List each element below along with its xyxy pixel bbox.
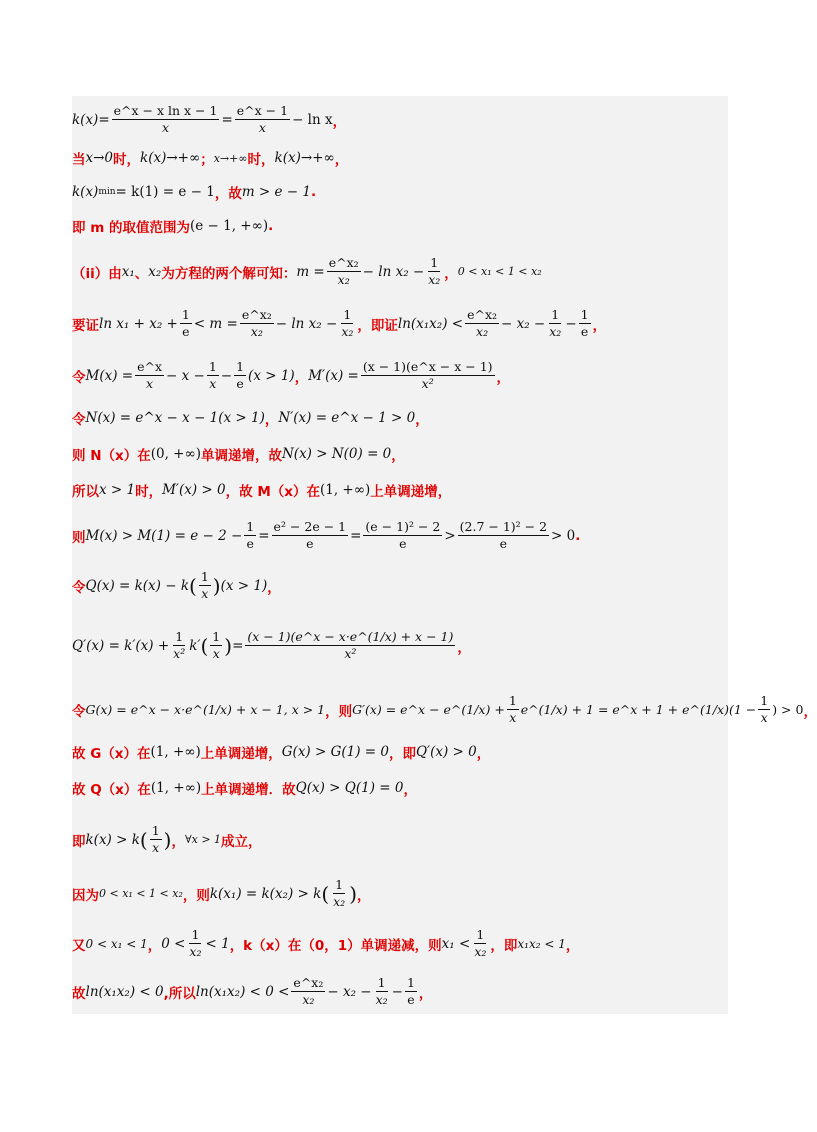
math-text: − [220, 367, 233, 384]
text: ， [294, 369, 309, 386]
math-text: M(x) = [85, 367, 134, 384]
fraction: $\frac{1}{\text{x₂}}$ [333, 877, 346, 909]
text: 故 G（x）在 [72, 746, 151, 762]
text: 时， [113, 152, 141, 168]
text: 单调递增，故 [200, 448, 282, 464]
math-text: x₂ [148, 263, 162, 280]
math-text: M′(x) > 0 [162, 482, 226, 498]
fraction: $\frac{\text{e\textasciicircum{}x₂}}{\text{x₂}}$ [293, 975, 324, 1007]
math-text: ln(x₁x₂) < 0 < [195, 983, 290, 1000]
text: ， [803, 703, 817, 720]
solution-line-15 [72, 742, 728, 762]
text: 为方程的两个解可知： [161, 265, 297, 282]
math-text: N(x) = e^x − x − 1(x > 1) [85, 410, 265, 426]
math-subscript: min [98, 187, 116, 197]
solution-line-9 [72, 444, 728, 464]
text: 故 [72, 985, 86, 1002]
math-text: − x₂ − [501, 315, 546, 332]
math-text: k(x) [72, 184, 99, 200]
text: ， [171, 833, 185, 850]
text: 、 [134, 265, 149, 282]
text: ， [415, 412, 429, 428]
text: 故 Q（x）在 [72, 782, 151, 798]
text: ， [592, 317, 607, 334]
fraction: $\frac{(x - 1)(e\^{}x - x - 1)}{\text{x²}}$ [362, 359, 493, 391]
solution-line-2 [72, 148, 728, 168]
fraction: $\frac{1}{e}$ [181, 307, 190, 339]
text: 成立， [221, 833, 262, 850]
text: 则 [72, 529, 86, 546]
punctuation: ， [332, 113, 347, 130]
math-text: = k(1) = e − 1 [115, 184, 215, 200]
math-text: (1, +∞) [150, 744, 201, 760]
text: 令 [72, 412, 86, 428]
solution-line-11 [72, 520, 728, 551]
math-text: ln(x₁x₂) < [397, 315, 464, 332]
solution-line-17: 即 k(x) > k ( $\frac{1}{x}$ ) ， ∀x > 1 成立， [72, 823, 262, 855]
math-text: (1, +∞) [150, 780, 202, 796]
math-text: > 0 [551, 527, 576, 544]
solution-line-7 [72, 360, 728, 391]
text: ，则 [182, 887, 210, 904]
text: ， [391, 448, 405, 464]
math-text: = [350, 527, 362, 544]
math-text: N′(x) = e^x − 1 > 0 [278, 410, 416, 426]
text: ， [457, 639, 471, 656]
text: 上单调递增， [370, 484, 452, 500]
text: ， [264, 412, 279, 428]
text: . [268, 218, 274, 234]
fraction: $\frac{1}{x}$ [208, 359, 217, 391]
math-text: x→0 [85, 150, 114, 166]
text: 时， [135, 484, 163, 500]
math-text: − ln x [292, 111, 333, 128]
fraction: $\frac{1}{\text{x₂}}$ [189, 927, 202, 959]
fraction: $\frac{\text{e\textasciicircum{}x₂}}{\text{x₂}}$ [241, 307, 272, 339]
fraction: $\frac{1}{x}$ [200, 569, 209, 601]
text: ，即 [490, 937, 518, 954]
text: 则 N（x）在 [72, 448, 151, 464]
math-text: − x₂ − [327, 983, 372, 1000]
math-text: > [444, 527, 456, 544]
solution-line-20 [72, 976, 728, 1007]
text: ， [444, 265, 458, 282]
math-text: − ln x₂ − [362, 263, 425, 280]
solution-line-13: Q′(x) = k′(x) + $\frac{1}{\text{x²}}$ k′ ( $\frac{1}{x}$ ) = $\frac{(x - 1)(e\^{}x - x\cdot e\^{}(1/x) + x - 1)}{\text{x²}}$ ， [72, 629, 471, 661]
text: ， [334, 152, 349, 168]
math-text: − [565, 315, 577, 332]
fraction: $\frac{(x - 1)(e\^{}x - x\cdot e\^{}(1/x) + x - 1)}{\text{x²}}$ [247, 629, 454, 661]
text: ， [565, 937, 580, 954]
text: ，故 [214, 186, 242, 202]
math-text: x₁ [121, 263, 135, 280]
fraction: $\frac{1}{x}$ [212, 629, 221, 661]
fraction: $\frac{\text{e\textasciicircum{}x₂}}{\text{x₂}}$ [328, 255, 359, 287]
fraction: $\frac{1}{\text{x²}}$ [173, 629, 186, 661]
fraction: $\frac{\text{e\textasciicircum{}x₂}}{\text{x₂}}$ [467, 307, 498, 339]
text: . [311, 184, 317, 200]
math-text: x₁ < [441, 935, 471, 952]
math-text: e^(1/x) + 1 = e^x + 1 + e^(1/x)(1 − [520, 702, 757, 717]
math-text: − x − [166, 367, 205, 384]
fraction: $\frac{e\^{}x}{x}$ [137, 359, 162, 391]
math-text: k′ [189, 637, 201, 654]
math-text: ln x₁ + x₂ + [99, 315, 178, 332]
solution-line-3 [72, 182, 728, 202]
math-text: ∀x > 1 [184, 833, 222, 846]
text: 上单调递增， [200, 746, 282, 762]
math-text: < 1 [205, 935, 230, 952]
solution-line-19 [72, 928, 728, 959]
math-text: (e − 1, +∞) [189, 218, 269, 234]
fraction: $\frac{1}{e}$ [236, 359, 245, 391]
fraction: $\frac{1}{\text{x₂}}$ [341, 307, 354, 339]
math-text: − ln x₂ − [275, 315, 338, 332]
text: ,所以 [163, 985, 196, 1002]
fraction: $\frac{1}{\text{x₂}}$ [428, 255, 441, 287]
solution-line-6 [72, 308, 728, 339]
math-text: k(x)→+∞ [140, 150, 201, 166]
fraction: $\frac{1}{\text{x₂}}$ [549, 307, 562, 339]
math-text: x > 1 [99, 482, 136, 498]
fraction: $\frac{1}{x}$ [151, 823, 160, 855]
math-text: M′(x) = [308, 367, 359, 384]
fraction: $\frac{e\^{}x - 1}{x}$ [236, 103, 289, 135]
math-text: (0, +∞) [150, 446, 201, 462]
text: ， [267, 579, 281, 596]
text: 要证 [72, 317, 99, 334]
text: （ii）由 [72, 265, 122, 282]
solution-line-10 [72, 480, 728, 500]
text: 上单调递增．故 [201, 782, 296, 798]
solution-line-4 [72, 216, 728, 236]
text: 当 [72, 152, 86, 168]
fraction: $\frac{\text{e² − 2e − 1}}{e}$ [273, 519, 347, 551]
math-text: = [232, 637, 244, 654]
math-text: = [258, 527, 270, 544]
text: ，即证 [357, 317, 398, 334]
solution-line-16 [72, 778, 728, 798]
math-text: G′(x) = e^x − e^(1/x) + [352, 702, 505, 717]
fraction: $\frac{1}{x}$ [508, 693, 517, 725]
solution-line-14 [72, 693, 817, 725]
math-text: G(x) > G(1) = 0 [281, 744, 389, 760]
math-text: Q′(x) = k′(x) + [72, 637, 170, 654]
math-text: Q(x) = k(x) − k [85, 577, 190, 594]
math-text: x₁x₂ < 1 [517, 936, 566, 951]
fraction: $\frac{1}{\text{x₂}}$ [375, 975, 388, 1007]
math-text: m > e − 1 [241, 184, 311, 200]
math-text: k(x)= [72, 111, 110, 128]
math-text: 0 < x₁ < 1 < x₂ [457, 265, 542, 278]
text: 因为 [72, 887, 99, 904]
text: ， [403, 782, 417, 798]
math-text: (x > 1) [248, 367, 295, 384]
math-text: G(x) = e^x − x·e^(1/x) + x − 1, x > 1 [85, 702, 326, 717]
text: ，故 M（x）在 [225, 484, 320, 500]
text: 即 m 的取值范围为 [72, 220, 190, 236]
math-text: k(x) > k [85, 831, 140, 848]
text: 令 [72, 369, 86, 386]
fraction: $\frac{\text{(e − 1)² − 2}}{e}$ [365, 519, 441, 551]
text: ，即 [388, 746, 416, 762]
fraction: $\frac{1}{\text{x₂}}$ [474, 927, 487, 959]
text: ； [200, 152, 214, 168]
math-text: Q′(x) > 0 [415, 744, 477, 760]
text: ， [147, 937, 162, 954]
text: . [575, 527, 581, 544]
math-text: = [221, 111, 233, 128]
math-text: < m = [193, 315, 238, 332]
solution-line-8 [72, 408, 728, 428]
math-text: ) > 0 [772, 702, 804, 717]
math-text: m = [296, 263, 325, 280]
fraction: $\frac{1}{e}$ [580, 307, 589, 339]
solution-line-12: 令 Q(x) = k(x) − k ( $\frac{1}{x}$ ) (x > 1) ， [72, 569, 281, 601]
text: ，则 [325, 703, 353, 720]
text: ，k（x）在（0，1）单调递减，则 [229, 937, 442, 954]
text: ， [357, 887, 371, 904]
text: 所以 [72, 484, 99, 500]
text: 即 [72, 833, 86, 850]
math-text: (1, +∞) [319, 482, 371, 498]
text: 令 [72, 703, 86, 720]
math-text: N(x) > N(0) = 0 [281, 446, 392, 462]
solution-panel [72, 96, 817, 1014]
math-text: (x > 1) [220, 577, 268, 594]
math-text: Q(x) > Q(1) = 0 [295, 780, 404, 796]
solution-line-5 [72, 256, 728, 287]
solution-line-1 [72, 104, 728, 135]
fraction: $\frac{1}{e}$ [406, 975, 415, 1007]
math-text: ln(x₁x₂) < 0 [85, 983, 164, 1000]
math-text: k(x)→+∞ [274, 150, 335, 166]
text: ， [476, 746, 491, 762]
math-text: x→+∞ [213, 151, 248, 165]
text: ， [496, 369, 511, 386]
math-text: 0 < x₁ < 1 < x₂ [99, 887, 183, 900]
math-text: M(x) > M(1) = e − 2 − [85, 527, 243, 544]
solution-line-18: 因为 0 < x₁ < 1 < x₂ ，则 k(x₁) = k(x₂) > k ( $\frac{1}{\text{x₂}}$ ) ， [72, 877, 371, 909]
text: ， [418, 985, 433, 1002]
math-text: 0 < x₁ < 1 [85, 936, 148, 951]
text: 时， [247, 152, 275, 168]
math-text: k(x₁) = k(x₂) > k [209, 885, 322, 902]
fraction: $\frac{1}{x}$ [760, 693, 769, 725]
fraction: $\frac{\text{(2.7 − 1)² − 2}}{e}$ [459, 519, 548, 551]
fraction: $\frac{\text{e\textasciicircum{}x − x ln x − 1}}{x}$ [113, 103, 218, 135]
text: 又 [72, 937, 86, 954]
text: 令 [72, 579, 86, 596]
fraction: $\frac{1}{e}$ [246, 519, 255, 551]
math-text: 0 < [161, 935, 186, 952]
math-text: − [391, 983, 403, 1000]
